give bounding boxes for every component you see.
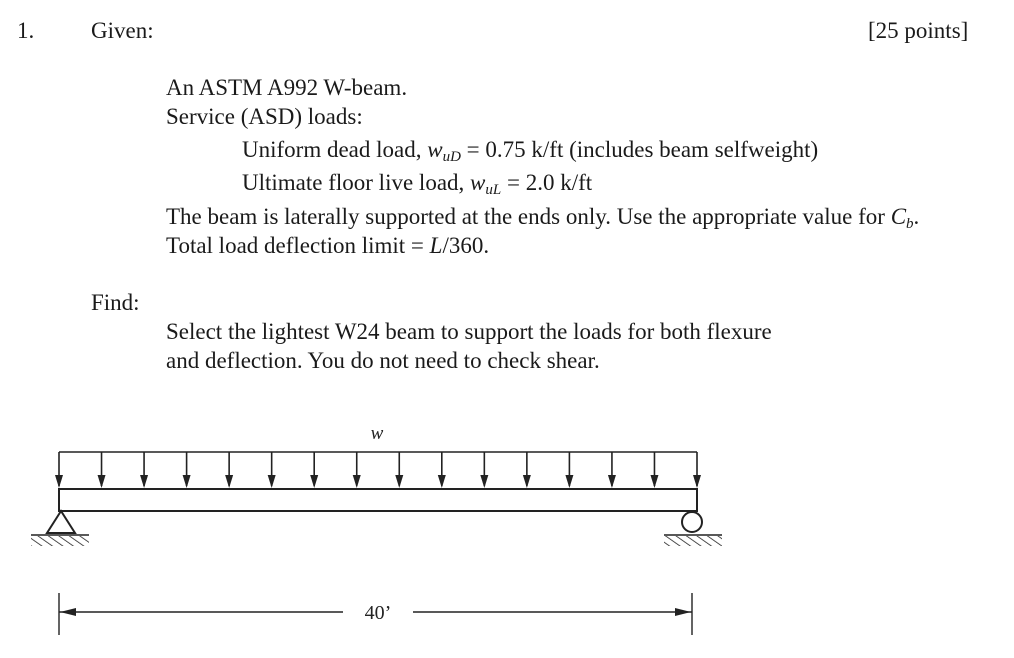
live-load-line [242,169,592,197]
given-line-beam: An ASTM A992 W-beam. [166,75,408,100]
load-arrow [480,452,488,488]
deflection-symbol: L [429,233,443,258]
pin-support [31,511,89,546]
load-arrow [608,452,616,488]
load-arrow [98,452,106,488]
given-label: Given: [91,18,154,43]
given-line-loads: Service (ASD) loads: [166,104,363,129]
load-arrow [55,452,63,488]
cb-symbol: C [890,204,907,229]
support-end: . [913,204,920,229]
load-label: w [370,423,384,444]
find-line-1: Select the lightest W24 beam to support the loads for both flexure [166,319,772,344]
roller-support [664,512,722,546]
dead-load-symbol: w [427,137,443,162]
load-arrow [565,452,573,488]
deflection-line [166,232,489,260]
live-load-symbol: w [470,170,486,195]
cb-subscript: b [906,216,914,232]
live-load-subscript: uL [485,182,502,198]
points-label: [25 points] [868,18,969,43]
load-arrow [395,452,403,488]
load-arrow [650,452,658,488]
find-line-2: and deflection. You do not need to check shear. [166,348,600,373]
problem-number: 1. [17,18,35,43]
deflection-suffix: /360. [442,233,490,258]
dead-load-line [242,136,818,164]
support-line [166,203,919,231]
dead-load-subscript: uD [442,149,461,165]
support-text: The beam is laterally supported at the ends only. Use the appropriate value for [166,204,891,229]
beam-diagram [0,400,1014,658]
dead-load-value: = 0.75 k/ft (includes beam selfweight) [460,137,819,162]
find-label: Find: [91,290,140,315]
load-arrows [55,452,701,488]
span-label: 40’ [364,602,392,624]
beam [59,489,697,511]
load-arrow [183,452,191,488]
live-load-prefix: Ultimate floor live load, [242,170,471,195]
load-arrow [225,452,233,488]
live-load-value: = 2.0 k/ft [501,170,593,195]
load-arrow [310,452,318,488]
dead-load-prefix: Uniform dead load, [242,137,428,162]
deflection-prefix: Total load deflection limit = [166,233,430,258]
load-arrow [353,452,361,488]
load-arrow [268,452,276,488]
load-arrow [693,452,701,488]
load-arrow [523,452,531,488]
load-arrow [438,452,446,488]
load-arrow [140,452,148,488]
